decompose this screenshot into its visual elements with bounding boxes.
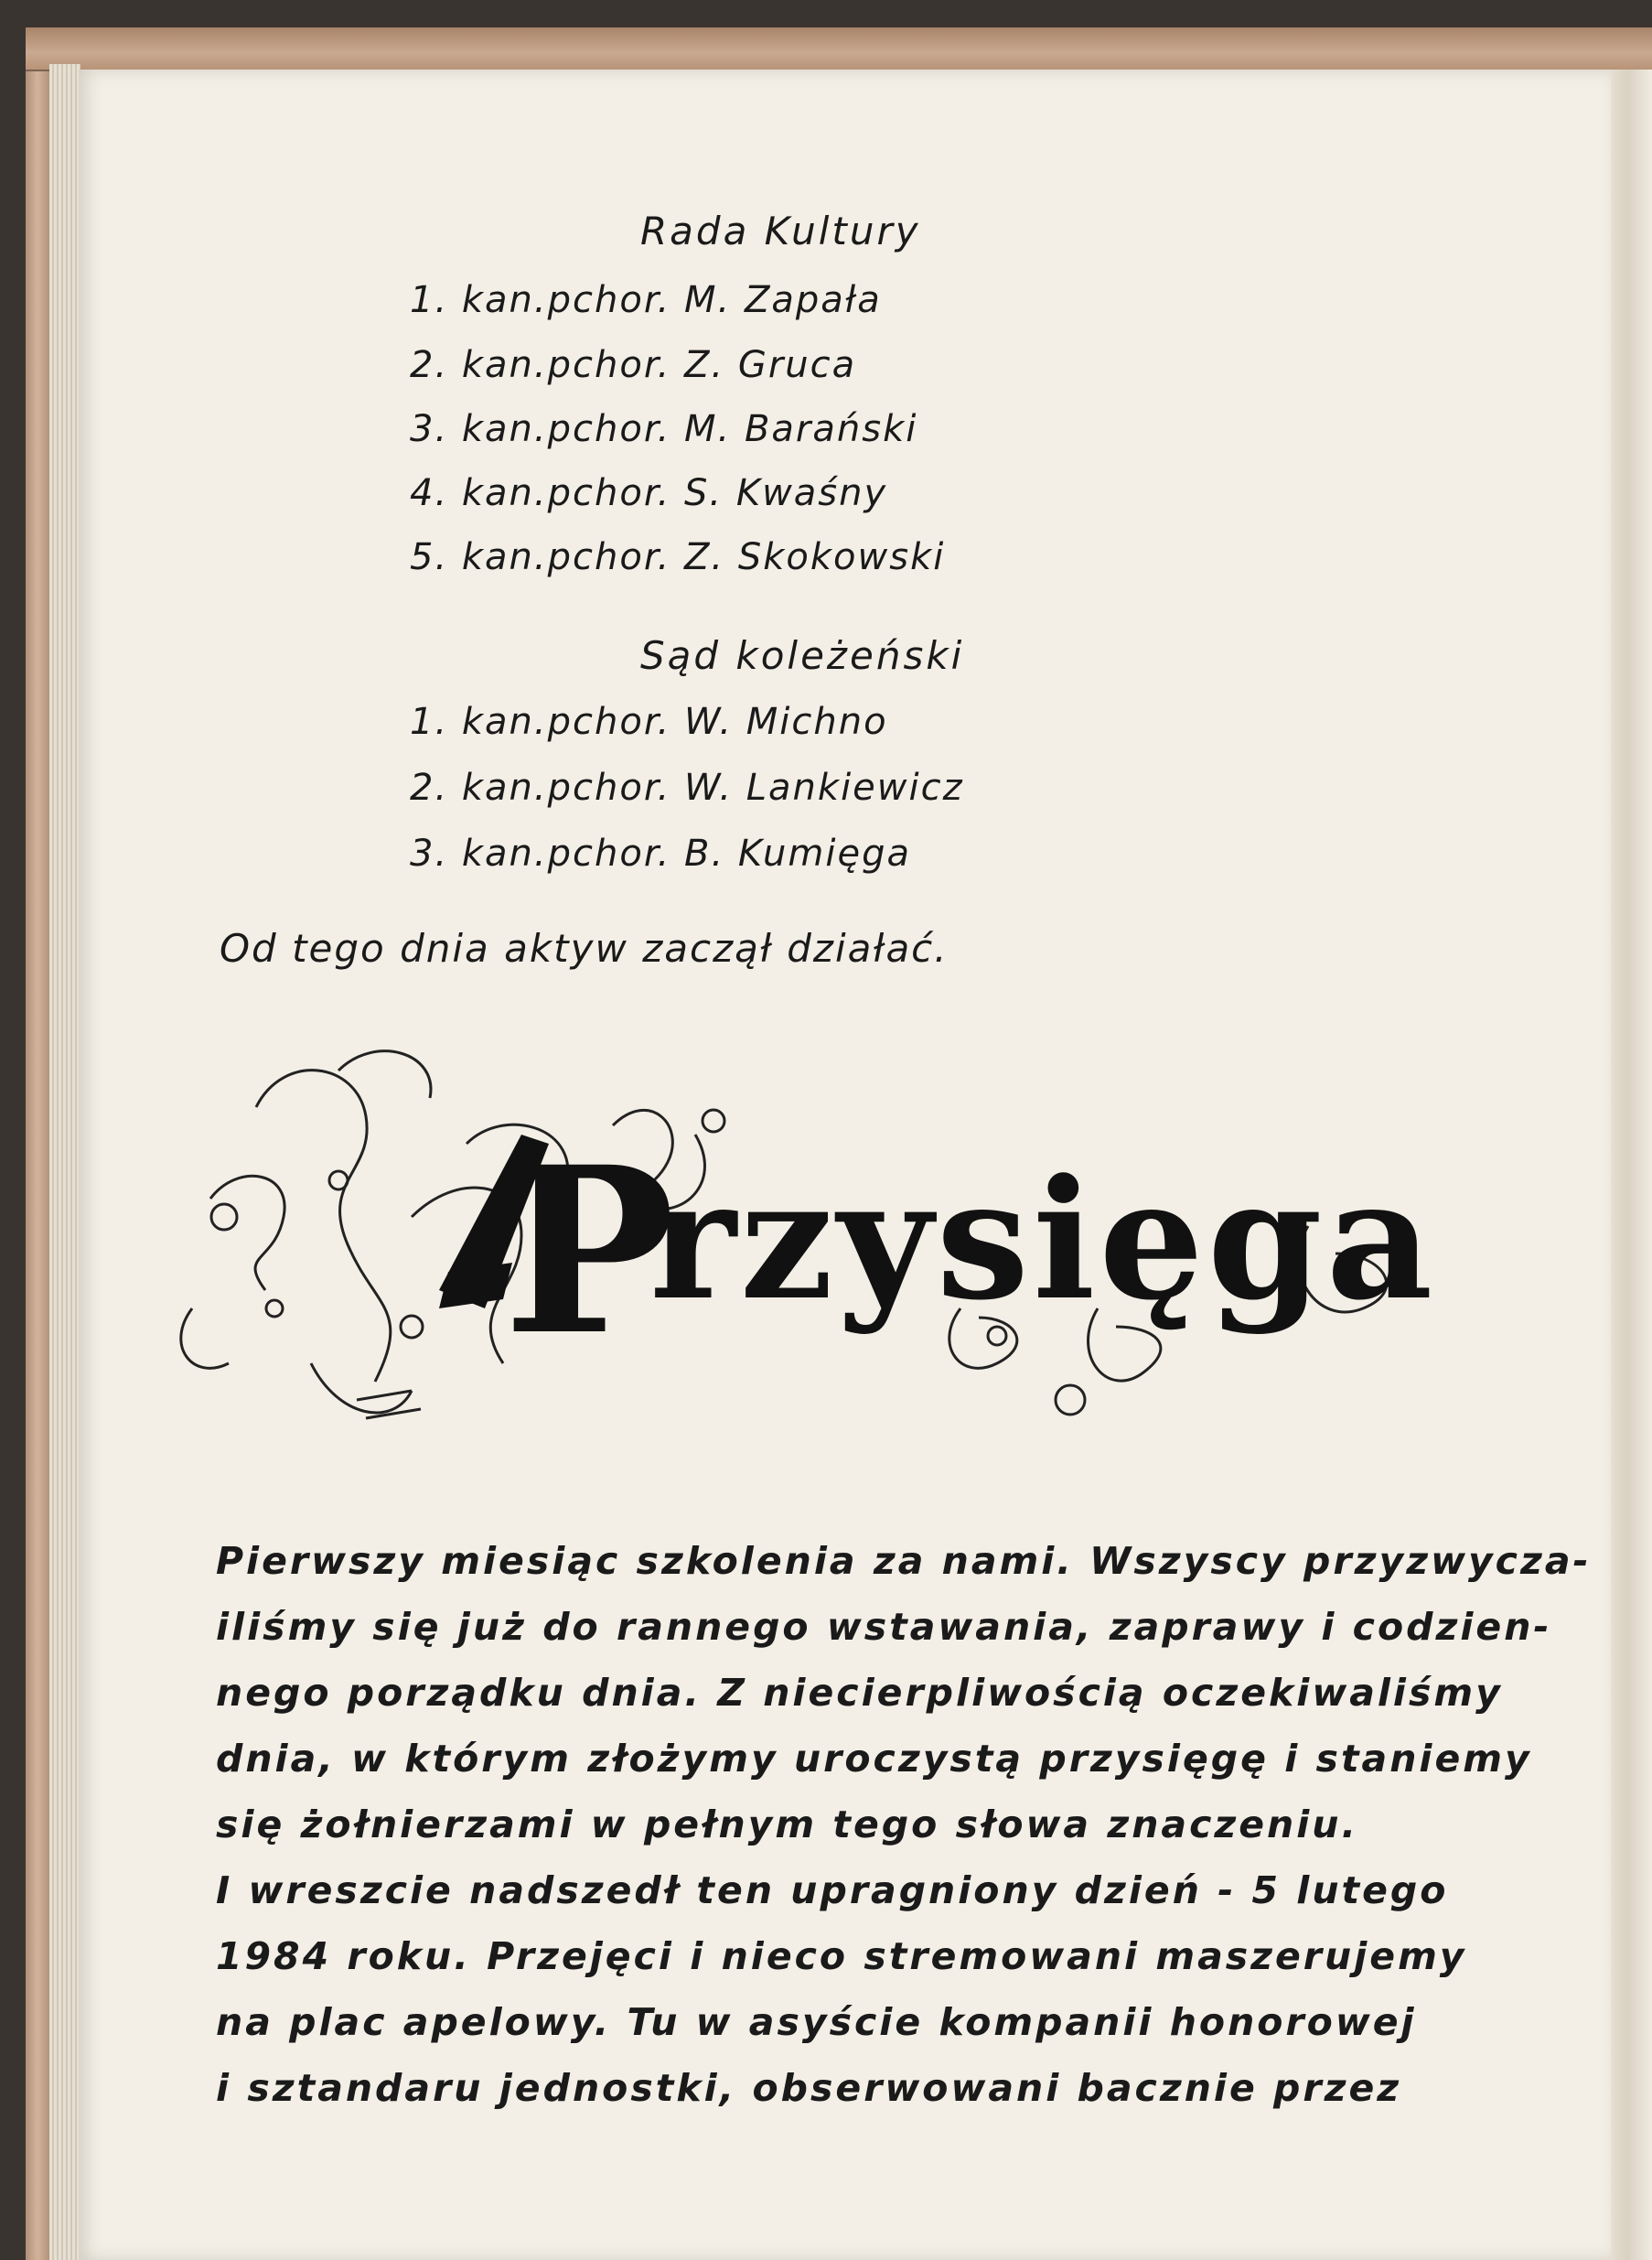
page-stack-edge	[49, 64, 80, 2260]
sad-kolezenski-item-2: 2. kan.pchor. W. Lankiewicz	[410, 767, 964, 809]
body-line-4: dnia, w którym złożymy uroczystą przysięgę i staniemy	[216, 1737, 1532, 1781]
body-line-6: I wreszcie nadszedł ten upragniony dzień - 5 lutego	[216, 1868, 1449, 1912]
sad-kolezenski-item-3: 3. kan.pchor. B. Kumięga	[410, 833, 911, 875]
body-line-9: i sztandaru jednostki, obserwowani bacznie przez	[216, 2066, 1402, 2110]
title-initial: P	[503, 1116, 675, 1385]
closing-line: Od tego dnia aktyw zaczął działać.	[220, 926, 949, 971]
book-binding-top	[26, 27, 1652, 71]
rada-kultury-item-5: 5. kan.pchor. Z. Skokowski	[410, 536, 946, 578]
rada-kultury-heading: Rada Kultury	[640, 209, 921, 253]
rada-kultury-item-3: 3. kan.pchor. M. Barański	[410, 408, 918, 450]
sad-kolezenski-item-1: 1. kan.pchor. W. Michno	[410, 701, 888, 743]
sad-kolezenski-heading: Sąd koleżeński	[640, 633, 965, 678]
page-right-edge	[1611, 70, 1652, 2260]
body-line-1: Pierwszy miesiąc szkolenia za nami. Wszyscy przyzwycza-	[216, 1539, 1592, 1583]
rada-kultury-item-1: 1. kan.pchor. M. Zapała	[410, 279, 882, 321]
book-cover-edge	[26, 27, 49, 2260]
rada-kultury-item-4: 4. kan.pchor. S. Kwaśny	[410, 472, 888, 514]
przysiega-title	[137, 1034, 1564, 1510]
title-rest: rzysięga	[649, 1144, 1437, 1337]
body-line-3: nego porządku dnia. Z niecierpliwością oczekiwaliśmy	[216, 1671, 1503, 1715]
body-line-8: na plac apelowy. Tu w asyście kompanii honorowej	[216, 2000, 1417, 2044]
rada-kultury-item-2: 2. kan.pchor. Z. Gruca	[410, 344, 857, 386]
body-line-7: 1984 roku. Przejęci i nieco stremowani maszerujemy	[216, 1934, 1467, 1978]
body-line-2: iliśmy się już do rannego wstawania, zaprawy i codzien-	[216, 1605, 1552, 1649]
body-line-5: się żołnierzami w pełnym tego słowa znaczeniu.	[216, 1803, 1359, 1846]
